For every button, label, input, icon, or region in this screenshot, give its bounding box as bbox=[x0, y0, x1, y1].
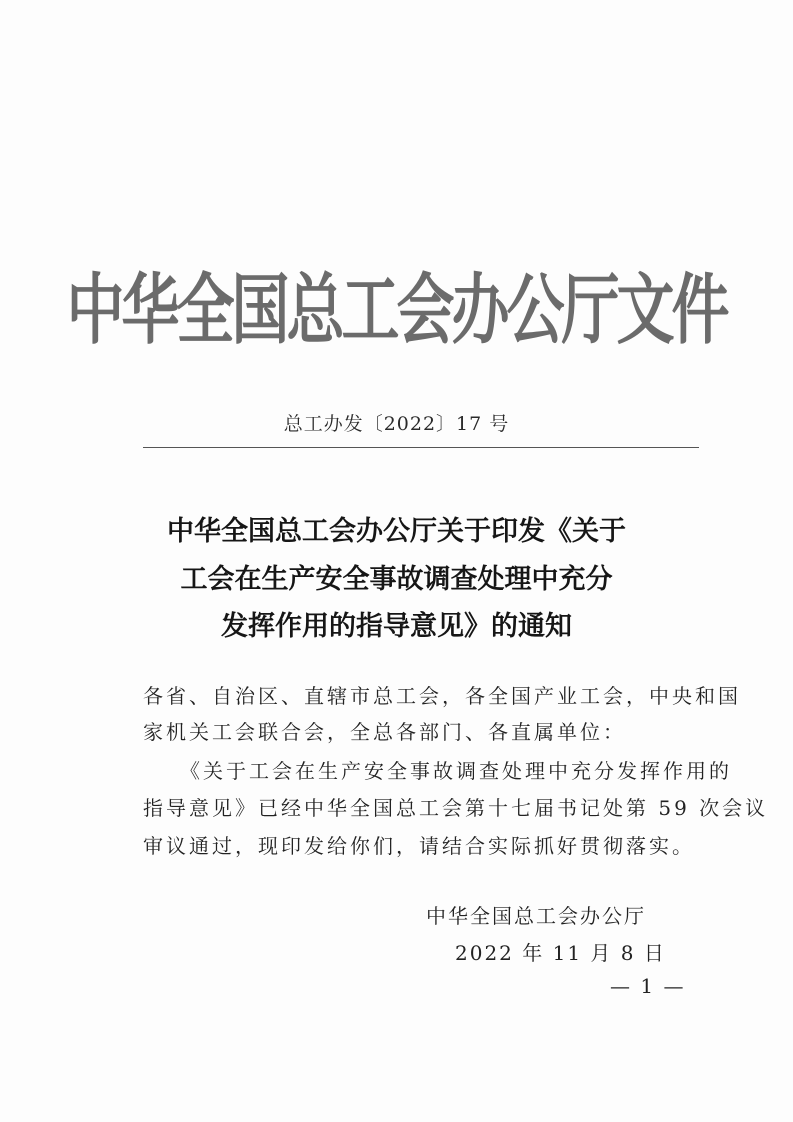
body-paragraph-line-2: 指导意见》已经中华全国总工会第十七届书记处第 59 次会议 bbox=[143, 796, 769, 820]
signature-organization: 中华全国总工会办公厅 bbox=[426, 904, 646, 928]
document-number: 总工办发〔2022〕17 号 bbox=[283, 413, 510, 435]
recipients-line-1: 各省、自治区、直辖市总工会，各全国产业工会，中央和国 bbox=[143, 684, 741, 708]
header-divider bbox=[143, 447, 699, 448]
notice-title-line-3: 发挥作用的指导意见》的通知 bbox=[221, 611, 572, 642]
body-paragraph-line-3: 审议通过，现印发给你们，请结合实际抓好贯彻落实。 bbox=[143, 834, 695, 858]
page-number: — 1 — bbox=[610, 974, 686, 998]
masthead-title: 中华全国总工会办公厅文件 bbox=[66, 265, 727, 355]
recipients-line-2: 家机关工会联合会，全总各部门、各直属单位： bbox=[143, 720, 626, 744]
signature-date: 2022 年 11 月 8 日 bbox=[455, 941, 666, 965]
notice-title-line-2: 工会在生产安全事故调查处理中充分 bbox=[180, 564, 613, 595]
body-paragraph-line-1: 《关于工会在生产安全事故调查处理中充分发挥作用的 bbox=[180, 759, 732, 783]
notice-title-line-1: 中华全国总工会办公厅关于印发《关于 bbox=[167, 516, 626, 547]
